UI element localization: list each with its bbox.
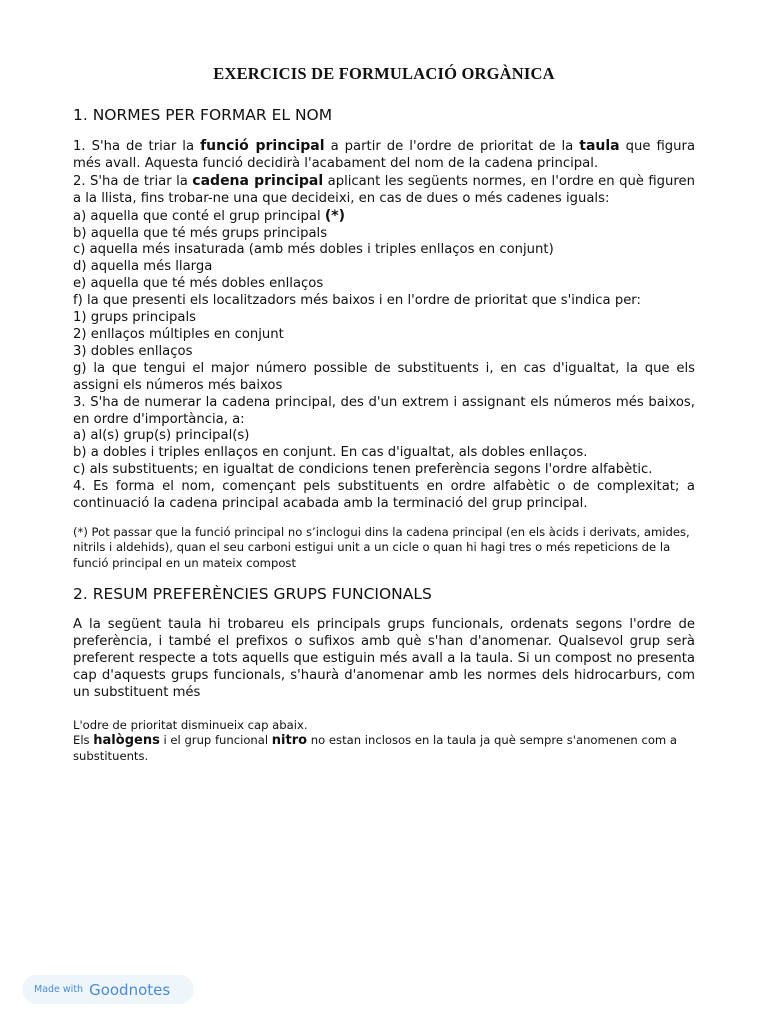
rule-1-bold-function: funció principal: [200, 138, 325, 154]
rule-1-text-b: a partir de l'ordre de prioritat de la: [324, 139, 580, 154]
goodnotes-badge[interactable]: [22, 975, 194, 1004]
rule-3-item: c) als substituents; en igualtat de condicions tenen preferència segons l'ordre alfabètic.: [73, 462, 653, 478]
priority-notes: [73, 718, 695, 765]
rule-1-bold-table: taula: [579, 138, 620, 154]
rule-2-item: 2) enllaços múltiples en conjunt: [73, 326, 284, 342]
rule-2-item-a: [73, 208, 695, 226]
section-heading-groups: 2. RESUM PREFERÈNCIES GRUPS FUNCIONALS: [73, 585, 432, 604]
rule-1: [73, 138, 695, 173]
made-with-label: Made with: [34, 984, 84, 995]
section-heading-rules: 1. NORMES PER FORMAR EL NOM: [73, 106, 333, 124]
rule-2-item: e) aquella que té més dobles enllaços: [73, 276, 324, 292]
rule-2-item: b) aquella que té més grups principals: [73, 225, 328, 241]
rule-3-item: b) a dobles i triples enllaços en conjunt. En cas d'igualtat, als dobles enllaços.: [73, 445, 588, 461]
rule-2-item: d) aquella més llarga: [73, 259, 213, 275]
rule-2-text-b: aplicant les següents normes, en l'ordre en què figuren a la llista, fins trobar-ne una que decideixi, en cas de dues o més cadenes iguals:: [73, 173, 696, 206]
rule-4: 4. Es forma el nom, començant pels substituents en ordre alfabètic o de complexitat; a continuació la cadena principal acabada amb la terminació del grup principal.: [73, 479, 695, 512]
groups-intro: A la següent taula hi trobareu els principals grups funcionals, ordenats segons l'ordre de preferència, i també el prefixos o sufixos amb què s'han d'anomenar. Qualsevol grup serà preferent respecte a tots aquells que estiguin més avall a la taula. Si un compost no presenta cap d'aquests grups funcionals, s'haurà d'anomenar amb les normes dels hidrocarburs, com un substituent més: [73, 617, 695, 701]
halogens-note: [73, 733, 695, 764]
rule-3-item: a) al(s) grup(s) principal(s): [73, 428, 250, 444]
rule-2-item: 3) dobles enllaços: [73, 343, 193, 359]
nitro-bold: nitro: [271, 733, 308, 749]
document-title: EXERCICIS DE FORMULACIÓ ORGÀNICA: [213, 64, 555, 83]
halogens-text-b: i el grup funcional: [159, 733, 272, 748]
rule-2-item-g: g) la que tengui el major número possible de substituents i, en cas d'igualtat, la que els assigni els números més baixos: [73, 360, 695, 393]
rule-3: 3. S'ha de numerar la cadena principal, des d'un extrem i assignant els números més baixos, en ordre d'importància, a:: [73, 394, 695, 427]
priority-note: L'odre de prioritat disminueix cap abaix.: [73, 717, 308, 732]
rule-2: [73, 173, 695, 208]
rule-1-text-c: que figura més avall. Aquesta funció decidirà l'acabament del nom de la cadena principal.: [73, 139, 696, 171]
footnote: (*) Pot passar que la funció principal no s’inclogui dins la cadena principal (en els àcids i derivats, amides, nitrils i aldehids), quan el seu carboni estigui unit a un cicle o quan hi hagi tres o més repeticions de la funció principal en un mateix compost: [73, 524, 690, 570]
rule-2-text-a: 2. S'ha de triar la: [73, 173, 193, 189]
rule-2-item: f) la que presenti els localitzadors més baixos i en l'ordre de prioritat que s'indica per:: [73, 293, 641, 309]
rule-2-item-a-text: a) aquella que conté el grup principal: [73, 208, 325, 224]
rules-block: [73, 138, 695, 513]
goodnotes-logo-text: Goodnotes: [89, 980, 171, 999]
halogens-text-c: no estan inclosos en la taula ja què sempre s'anomenen com a substituents.: [73, 733, 678, 763]
rule-2-item-a-asterisk: (*): [324, 207, 345, 224]
rule-1-text-a: 1. S'ha de triar la: [73, 139, 201, 154]
document-page: [73, 64, 695, 764]
halogens-bold: halògens: [93, 733, 160, 749]
halogens-text-a: Els: [73, 733, 94, 748]
rule-2-item: c) aquella més insaturada (amb més dobles i triples enllaços en conjunt): [73, 242, 554, 258]
rule-2-bold-chain: cadena principal: [192, 172, 324, 189]
rule-2-item: 1) grups principals: [73, 310, 197, 326]
